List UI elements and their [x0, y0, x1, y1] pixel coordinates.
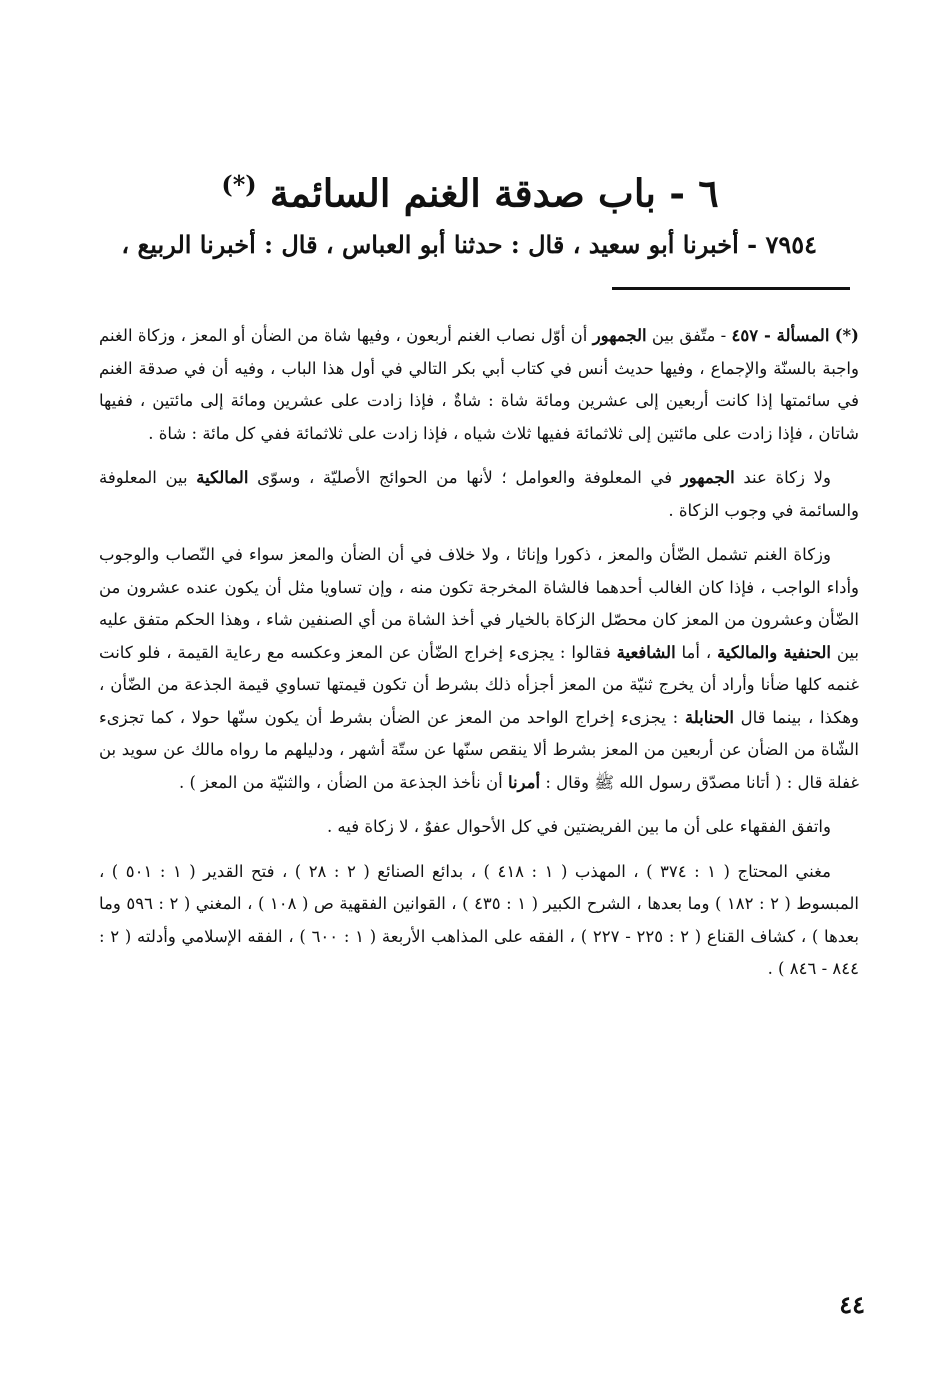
footnote-paragraph-4: واتفق الفقهاء على أن ما بين الفريضتين في كل الأحوال عفوٌ ، لا زكاة فيه . [326, 817, 831, 836]
term-jumhur: الجمهور [680, 468, 735, 487]
footnote-paragraph-3 [99, 539, 859, 799]
term-hanabila: الحنابلة [684, 707, 735, 727]
text-segment: : يجزىء إخراج الواحد من المعز عن الضأن بشرط أن يكون سنّها حولا ، كما تجزىء الشّاة من الضأن عن أربعين من المعز بشرط ألا ينقص سنّها عن ستّة أشهر ، ودليلهم ما رواه مالك عن سويد بن غفلة قال : ( أتانا مصدّق رسول الله ﷺ وقال : [99, 707, 859, 792]
text-segment: ولا زكاة عند [734, 468, 831, 487]
text-segment: أن أوّل نصاب الغنم أربعون ، وفيها شاة من الضأن أو المعز ، وزكاة الغنم واجبة بالسنّة والإجماع ، وفيها حديث أنس في كتاب أبي بكر التالي في أول هذا الباب ، وفيه أن في صدقة الغنم في سائمتها إذا كانت أربعين إلى عشرين ومائة شاة : شاةٌ ، فإذا زادت على عشرين ومائة إلى مائتين ، ففيها شاتان ، فإذا زادت على مائتين إلى ثلاثمائة ففيها ثلاث شياه ، فإذا زادت على ثلاثمائة ففي كل مائة : شاة . [99, 326, 859, 443]
footnote-marker-ref: (*) [834, 326, 859, 345]
text-segment: فقالوا : يجزىء إخراج الضّأن عن المعز وعكسه مع رعاية القيمة ، فلو كانت غنمه كلها ضأنا وأراد أن يخرج ثنيّة من المعز أجزأه ذلك بشرط أن تكون قيمتها تساوي قيمة الجذعة من الضّأن ، وهكذا ، بينما قال [99, 642, 859, 727]
term-amarna: أمرنا [507, 772, 541, 792]
text-segment: - متّفق بين [646, 326, 732, 345]
term-shafiiyya: الشافعية [616, 642, 676, 662]
text-segment: بين المعلوفة والسائمة في وجوب الزكاة . [99, 468, 859, 520]
term-malikiyya: المالكية [196, 468, 249, 487]
text-segment: وزكاة الغنم تشمل الضّأن والمعز ، ذكورا وإناثا ، ولا خلاف في أن الضأن والمعز سواء في النّصاب والوجوب وأداء الواجب ، فإذا كان الغالب أحدهما فالشاة المخرجة تكون منه ، وإن تساويا مثل أن يكون عنده عشرون من الضّأن وعشرون من المعز كان محصّل الزكاة بالخيار في أخذ الشاة من أي الصنفين شاء ، وهذا الحكم متفق عليه بين [99, 545, 859, 662]
hadith-line: ٧٩٥٤ - أخبرنا أبو سعيد ، قال : حدثنا أبو العباس ، قال : أخبرنا الربيع ، [121, 230, 817, 259]
term-jumhur: الجمهور [592, 326, 647, 345]
footnote-marker: (*) [221, 170, 257, 199]
footnote-body [99, 320, 859, 998]
term-hanafiyya-malikiyya: الحنفية والمالكية [717, 642, 831, 662]
footnote-paragraph-2 [99, 462, 859, 527]
text-segment: في المعلوفة والعوامل ؛ لأنها من الحوائج الأصليّة ، وسوّى [248, 468, 681, 487]
chapter-title [150, 160, 790, 219]
issue-label: المسألة - ٤٥٧ [731, 326, 830, 345]
footnote-paragraph-1 [99, 320, 859, 450]
footnote-separator [612, 287, 850, 290]
chapter-title-text: ٦ - باب صدقة الغنم السائمة [269, 170, 719, 216]
text-segment: أن نأخذ الجذعة من الضأن ، والثنيّة من المعز ) . [179, 772, 508, 792]
page-number: ٤٤ [839, 1290, 865, 1319]
references-paragraph: مغني المحتاج ( ١ : ٣٧٤ ) ، المهذب ( ١ : ٤١٨ ) ، بدائع الصنائع ( ٢ : ٢٨ ) ، فتح القدير ( ١ : ٥٠١ ) ، المبسوط ( ٢ : ١٨٢ ) وما بعدها ، الشرح الكبير ( ١ : ٤٣٥ ) ، القوانين الفقهية ص ( ١٠٨ ) ، المغني ( ٢ : ٥٩٦ وما بعدها ) ، كشاف القناع ( ٢ : ٢٢٥ - ٢٢٧ ) ، الفقه على المذاهب الأربعة ( ١ : ٦٠٠ ) ، الفقه الإسلامي وأدلته ( ٢ : ٨٤٤ - ٨٤٦ ) . [99, 861, 859, 978]
text-segment: ، أما [675, 642, 718, 662]
